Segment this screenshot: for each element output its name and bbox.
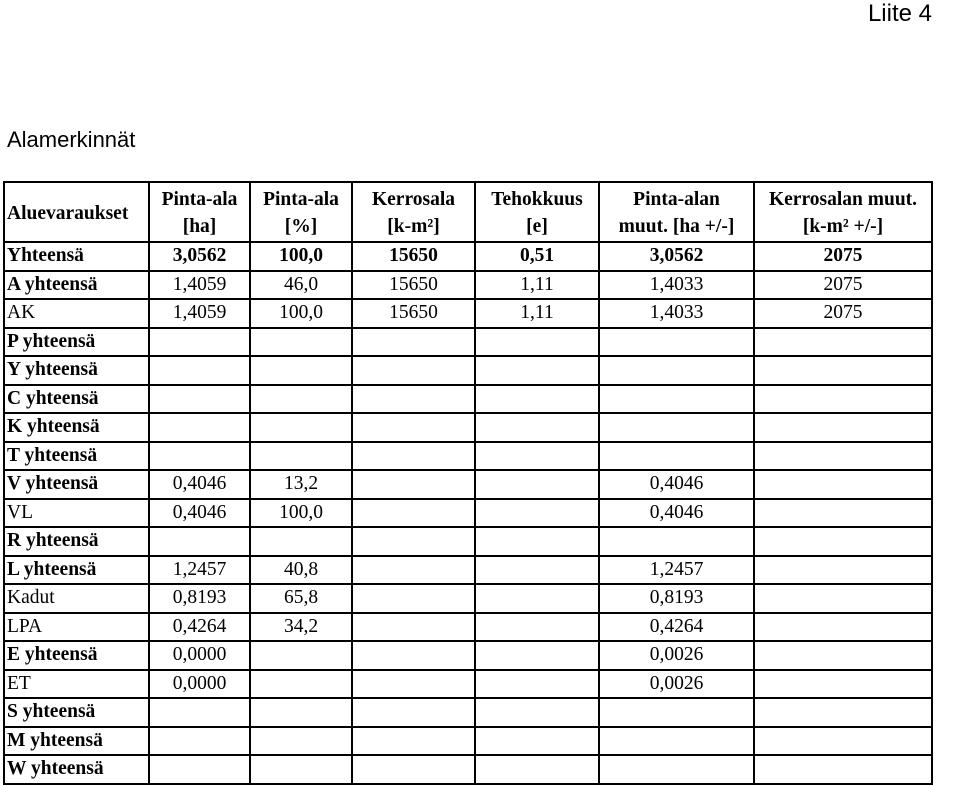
table-cell xyxy=(250,727,352,756)
table-cell xyxy=(599,727,754,756)
table-cell xyxy=(754,727,932,756)
table-cell xyxy=(250,670,352,699)
table-cell xyxy=(475,442,599,471)
table-cell xyxy=(250,328,352,357)
table-cell xyxy=(352,527,475,556)
header-tehokkuus xyxy=(475,182,599,242)
table-cell xyxy=(754,527,932,556)
table-cell xyxy=(352,413,475,442)
table-cell xyxy=(754,613,932,642)
table-cell xyxy=(754,470,932,499)
table-cell xyxy=(352,499,475,528)
table-cell xyxy=(352,698,475,727)
header-pinta-ala-ha xyxy=(149,182,250,242)
table-cell: 1,11 xyxy=(475,299,599,328)
table-cell: 1,2457 xyxy=(599,556,754,585)
header-line: Kerrosalan muut. xyxy=(768,189,918,210)
table-row xyxy=(4,527,932,556)
row-label: S yhteensä xyxy=(4,698,149,727)
table-cell xyxy=(599,356,754,385)
table-cell xyxy=(352,470,475,499)
table-row xyxy=(4,556,932,585)
table-row xyxy=(4,499,932,528)
table-cell xyxy=(250,527,352,556)
header-aluevaraukset xyxy=(4,182,149,242)
header-pinta-ala-pct xyxy=(250,182,352,242)
table-cell xyxy=(754,328,932,357)
header-line: muut. [ha +/-] xyxy=(618,216,735,237)
table-row xyxy=(4,271,932,300)
row-label: VL xyxy=(4,499,149,528)
table-row xyxy=(4,584,932,613)
table-cell xyxy=(352,613,475,642)
table-row xyxy=(4,356,932,385)
row-label: Y yhteensä xyxy=(4,356,149,385)
row-label: LPA xyxy=(4,613,149,642)
table-cell xyxy=(599,413,754,442)
table-cell xyxy=(352,385,475,414)
table-header-row xyxy=(4,182,932,242)
table-cell xyxy=(754,755,932,784)
page-title: Alamerkinnät xyxy=(7,127,136,152)
table-cell xyxy=(475,584,599,613)
table-cell xyxy=(250,442,352,471)
table-cell: 0,4046 xyxy=(599,470,754,499)
table-row xyxy=(4,385,932,414)
row-label: K yhteensä xyxy=(4,413,149,442)
table-cell xyxy=(599,527,754,556)
row-label: ET xyxy=(4,670,149,699)
header-line: [k-m² +/-] xyxy=(802,216,884,237)
table-cell xyxy=(475,670,599,699)
table-cell xyxy=(352,584,475,613)
table-row xyxy=(4,442,932,471)
table-cell: 1,4033 xyxy=(599,271,754,300)
table-row xyxy=(4,698,932,727)
table-cell xyxy=(599,698,754,727)
table-cell xyxy=(475,385,599,414)
attachment-label: Liite 4 xyxy=(867,0,932,27)
table-cell: 100,0 xyxy=(250,299,352,328)
header-line: Kerrosala xyxy=(371,189,456,210)
table-cell: 0,4046 xyxy=(149,499,250,528)
table-cell: 0,51 xyxy=(475,242,599,271)
table-cell xyxy=(475,698,599,727)
row-label: Kadut xyxy=(4,584,149,613)
table-cell: 1,11 xyxy=(475,271,599,300)
table-cell: 0,4046 xyxy=(599,499,754,528)
table-cell xyxy=(754,556,932,585)
header-pinta-alan-muutos xyxy=(599,182,754,242)
table-row xyxy=(4,613,932,642)
table-cell xyxy=(250,755,352,784)
header-line: Pinta-ala xyxy=(263,189,339,210)
table-cell xyxy=(475,755,599,784)
table-cell: 46,0 xyxy=(250,271,352,300)
table-cell xyxy=(754,584,932,613)
table-cell xyxy=(352,442,475,471)
table-row xyxy=(4,299,932,328)
table-cell xyxy=(250,385,352,414)
row-label: P yhteensä xyxy=(4,328,149,357)
header-line: Pinta-alan xyxy=(633,189,720,210)
table-cell: 2075 xyxy=(754,242,932,271)
table-cell xyxy=(352,356,475,385)
table-cell xyxy=(149,698,250,727)
header-line: [%] xyxy=(284,216,318,237)
table-cell xyxy=(754,698,932,727)
table-cell xyxy=(250,356,352,385)
table-cell xyxy=(475,641,599,670)
table-cell xyxy=(599,328,754,357)
table-cell: 0,0026 xyxy=(599,641,754,670)
table-cell: 3,0562 xyxy=(149,242,250,271)
table-cell xyxy=(475,499,599,528)
table-cell: 3,0562 xyxy=(599,242,754,271)
table-cell xyxy=(754,442,932,471)
table-row xyxy=(4,328,932,357)
table-cell xyxy=(754,499,932,528)
row-label: T yhteensä xyxy=(4,442,149,471)
table-cell: 0,4046 xyxy=(149,470,250,499)
row-label: V yhteensä xyxy=(4,470,149,499)
table-row xyxy=(4,727,932,756)
table-cell: 0,8193 xyxy=(599,584,754,613)
table-cell: 0,8193 xyxy=(149,584,250,613)
table-row xyxy=(4,755,932,784)
table-row xyxy=(4,242,932,271)
table-cell xyxy=(352,727,475,756)
table-cell: 0,4264 xyxy=(149,613,250,642)
table-row xyxy=(4,413,932,442)
table-cell xyxy=(149,442,250,471)
table-cell xyxy=(475,413,599,442)
table-cell: 34,2 xyxy=(250,613,352,642)
header-line: [e] xyxy=(526,216,548,237)
header-line: Tehokkuus xyxy=(491,189,583,210)
table-row xyxy=(4,470,932,499)
table-cell: 15650 xyxy=(352,242,475,271)
header-kerrosalan-muutos xyxy=(754,182,932,242)
table-cell xyxy=(475,356,599,385)
row-label: Yhteensä xyxy=(4,242,149,271)
row-label: L yhteensä xyxy=(4,556,149,585)
table-cell: 15650 xyxy=(352,299,475,328)
table-cell: 1,2457 xyxy=(149,556,250,585)
row-label: AK xyxy=(4,299,149,328)
table-cell xyxy=(149,385,250,414)
table-cell: 1,4059 xyxy=(149,299,250,328)
row-label: E yhteensä xyxy=(4,641,149,670)
table-cell: 65,8 xyxy=(250,584,352,613)
table-cell xyxy=(352,670,475,699)
table-cell xyxy=(599,442,754,471)
table-cell xyxy=(475,613,599,642)
table-cell xyxy=(754,413,932,442)
table-cell xyxy=(754,356,932,385)
table-cell: 40,8 xyxy=(250,556,352,585)
table-cell: 0,0000 xyxy=(149,670,250,699)
table-cell: 0,4264 xyxy=(599,613,754,642)
table-cell xyxy=(149,356,250,385)
table-cell xyxy=(475,328,599,357)
table-cell xyxy=(754,641,932,670)
table-cell: 2075 xyxy=(754,271,932,300)
row-label: A yhteensä xyxy=(4,271,149,300)
table-cell xyxy=(475,470,599,499)
row-label: C yhteensä xyxy=(4,385,149,414)
row-label: M yhteensä xyxy=(4,727,149,756)
table-cell xyxy=(475,527,599,556)
header-line: [ha] xyxy=(182,216,217,237)
table-cell xyxy=(250,641,352,670)
table-cell xyxy=(599,755,754,784)
header-kerrosala xyxy=(352,182,475,242)
table-row xyxy=(4,670,932,699)
header-line: [k-m²] xyxy=(387,216,440,237)
table-cell xyxy=(475,556,599,585)
table-cell xyxy=(352,641,475,670)
table-cell: 0,0026 xyxy=(599,670,754,699)
table-cell: 1,4033 xyxy=(599,299,754,328)
table-cell: 100,0 xyxy=(250,499,352,528)
row-label: R yhteensä xyxy=(4,527,149,556)
table-cell: 15650 xyxy=(352,271,475,300)
table-cell: 1,4059 xyxy=(149,271,250,300)
table-cell xyxy=(149,527,250,556)
table-cell xyxy=(149,727,250,756)
table-cell xyxy=(352,556,475,585)
table-body xyxy=(4,242,932,784)
table-cell xyxy=(352,328,475,357)
header-line: Pinta-ala xyxy=(161,189,238,210)
table-cell xyxy=(149,413,250,442)
table-cell: 0,0000 xyxy=(149,641,250,670)
table-cell xyxy=(149,328,250,357)
table-cell xyxy=(599,385,754,414)
row-label: W yhteensä xyxy=(4,755,149,784)
header-line: Aluevaraukset xyxy=(7,202,129,224)
table-cell xyxy=(149,755,250,784)
land-use-table xyxy=(3,181,933,785)
table-cell xyxy=(475,727,599,756)
table-cell xyxy=(754,385,932,414)
table-cell: 100,0 xyxy=(250,242,352,271)
table-cell xyxy=(250,698,352,727)
table-cell xyxy=(754,670,932,699)
table-cell: 13,2 xyxy=(250,470,352,499)
table-row xyxy=(4,641,932,670)
table-cell xyxy=(250,413,352,442)
table-cell xyxy=(352,755,475,784)
table-cell: 2075 xyxy=(754,299,932,328)
